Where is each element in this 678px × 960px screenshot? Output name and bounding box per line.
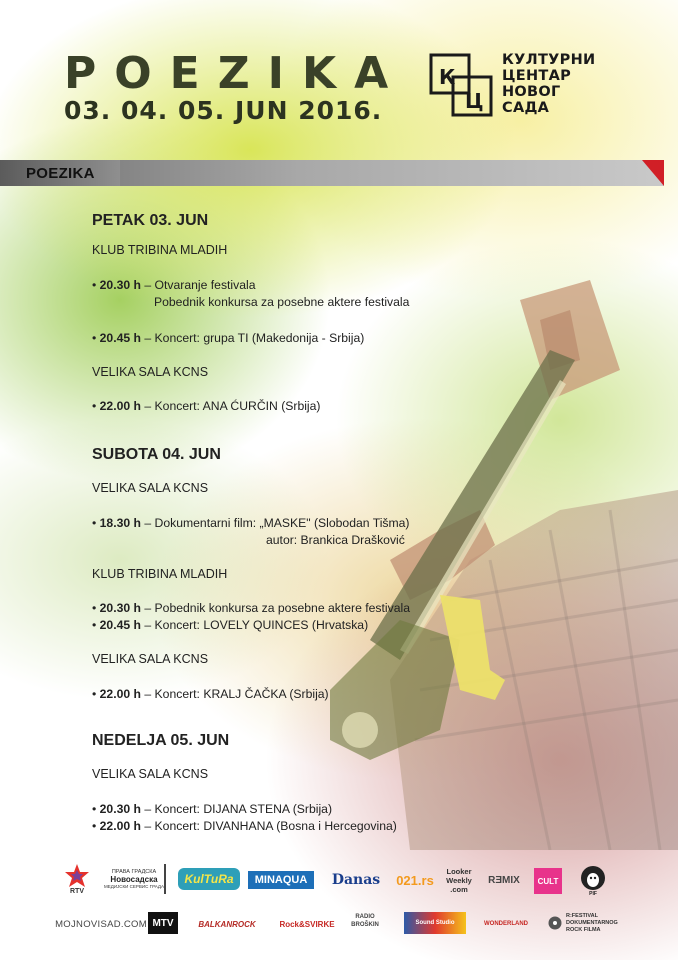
program-item-time: 20.45 h [99, 331, 141, 345]
program-item-time: 18.30 h [99, 516, 141, 530]
program-item-text: – Pobednik konkursa za posebne aktere festivala [141, 601, 410, 615]
wonderland-logo: WONDERLAND [484, 921, 528, 927]
program-item-time: 20.45 h [99, 618, 141, 632]
logo-text: DOKUMENTARNOG [566, 919, 618, 926]
program-item-text: – Dokumentarni film: „MASKE" (Slobodan Tišma) [141, 516, 410, 530]
minaqua-logo: MINAQUA [248, 871, 314, 889]
logo-text: R:FESTIVAL [566, 912, 598, 919]
logo-text: RADIO [355, 914, 375, 920]
program-item: • 22.00 h – Koncert: DIVANHANA (Bosna i Hercegovina) [92, 819, 397, 833]
rtv-star-icon [64, 864, 90, 888]
day-heading: NEDELJA 05. JUN [92, 732, 230, 749]
festival-title: POEZIKA [64, 48, 407, 99]
logo-text: Новосадска [110, 875, 158, 884]
venue-label: KLUB TRIBINA MLADIH [92, 567, 228, 581]
mojnovisad-logo: MOJNOVISAD.COM [55, 918, 147, 930]
program-item-time: 22.00 h [99, 687, 141, 701]
r-festival-logo [548, 908, 628, 938]
venue-label: VELIKA SALA KCNS [92, 481, 209, 495]
festival-dates: 03. 04. 05. JUN 2016. [64, 96, 383, 125]
venue-label: VELIKA SALA KCNS [92, 767, 209, 781]
program-item-time: 22.00 h [99, 399, 141, 413]
021-logo: 021.rs [396, 872, 434, 888]
logo-line: ЦЕНТАР [502, 68, 572, 84]
program-item-text: – Koncert: KRALJ ČAČKA (Srbija) [141, 687, 329, 701]
prava-gradska-logo [104, 864, 166, 894]
remix-logo: RƎMIX [488, 874, 520, 886]
logo-text: .com [450, 884, 468, 894]
program-item-time: 20.30 h [99, 802, 141, 816]
program-item-sub: autor: Brankica Drašković [266, 533, 405, 547]
day-heading: PETAK 03. JUN [92, 212, 209, 229]
program-item-text: – Koncert: ANA ĆURČIN (Srbija) [141, 399, 321, 413]
sponsor-logos [0, 850, 678, 960]
logo-line: САДА [502, 100, 550, 116]
kultura-logo: KulTuRa [178, 868, 240, 890]
rtv-label: RTV [70, 887, 84, 895]
logo-text: МЕДИЈСКИ СЕРВИС ГРАДА [104, 884, 164, 889]
radio-broskin-logo [344, 906, 386, 936]
program-item: • 20.45 h – Koncert: LOVELY QUINCES (Hrvatska) [92, 618, 369, 632]
logo-line: НОВОГ [502, 84, 561, 100]
program-item: • 20.30 h – Koncert: DIJANA STENA (Srbija) [92, 802, 332, 816]
program-item: • 20.30 h – Otvaranje festivala [92, 278, 256, 292]
logo-text: BROŠKIN [351, 922, 379, 928]
danas-logo: Danas [331, 872, 381, 888]
venue-label: KLUB TRIBINA MLADIH [92, 243, 228, 257]
venue-label: VELIKA SALA KCNS [92, 365, 209, 379]
logo-text: ПРАВА ГРАДСКА [111, 869, 157, 875]
logo-letter-k: К [439, 65, 456, 89]
logo-text: Weekly [446, 875, 472, 885]
banner-label: POEZIKA [26, 165, 95, 182]
looker-weekly-logo [444, 860, 474, 900]
program-item: • 22.00 h – Koncert: ANA ĆURČIN (Srbija) [92, 399, 321, 413]
sound-studio-logo: Sound Studio [404, 912, 466, 934]
cult-logo: CULT [534, 868, 562, 894]
balkanrock-logo: BALKANROCK [198, 919, 256, 929]
program-item-text: – Koncert: LOVELY QUINCES (Hrvatska) [141, 618, 369, 632]
day-heading: SUBOTA 04. JUN [92, 446, 221, 463]
program-item-text: – Koncert: grupa TI (Makedonija - Srbija) [141, 331, 365, 345]
program-item-sub: Pobednik konkursa za posebne aktere festivala [154, 295, 410, 309]
logo-line: КУЛТУРНИ [502, 52, 596, 68]
program-item-time: 20.30 h [99, 601, 141, 615]
film-reel-icon [548, 916, 562, 930]
dog-icon [580, 865, 606, 891]
logo-text: ROCK FILMA [566, 926, 601, 933]
rtv-logo [60, 860, 94, 898]
program-item-text: – Koncert: DIVANHANA (Bosna i Hercegovina) [141, 819, 397, 833]
logo-text: PIF [589, 891, 597, 897]
program-item-time: 20.30 h [99, 278, 141, 292]
pif-logo [578, 864, 608, 898]
program-item: • 20.30 h – Pobednik konkursa za posebne aktere festivala [92, 601, 410, 615]
program-item-text: – Otvaranje festivala [141, 278, 256, 292]
mtv-logo: MTV [148, 912, 178, 934]
program-item-text: – Koncert: DIJANA STENA (Srbija) [141, 802, 332, 816]
program-item: • 22.00 h – Koncert: KRALJ ČAČKA (Srbija) [92, 687, 329, 701]
logo-text: Looker [446, 866, 472, 876]
venue-label: VELIKA SALA KCNS [92, 652, 209, 666]
program-item: • 20.45 h – Koncert: grupa TI (Makedonija - Srbija) [92, 331, 365, 345]
program-item: • 18.30 h – Dokumentarni film: „MASKE" (Slobodan Tišma) [92, 516, 410, 530]
rock-svirke-logo: Rock&SVIRKE [279, 919, 335, 929]
logo-letter-c: Ц [465, 89, 484, 113]
program-item-time: 22.00 h [99, 819, 141, 833]
